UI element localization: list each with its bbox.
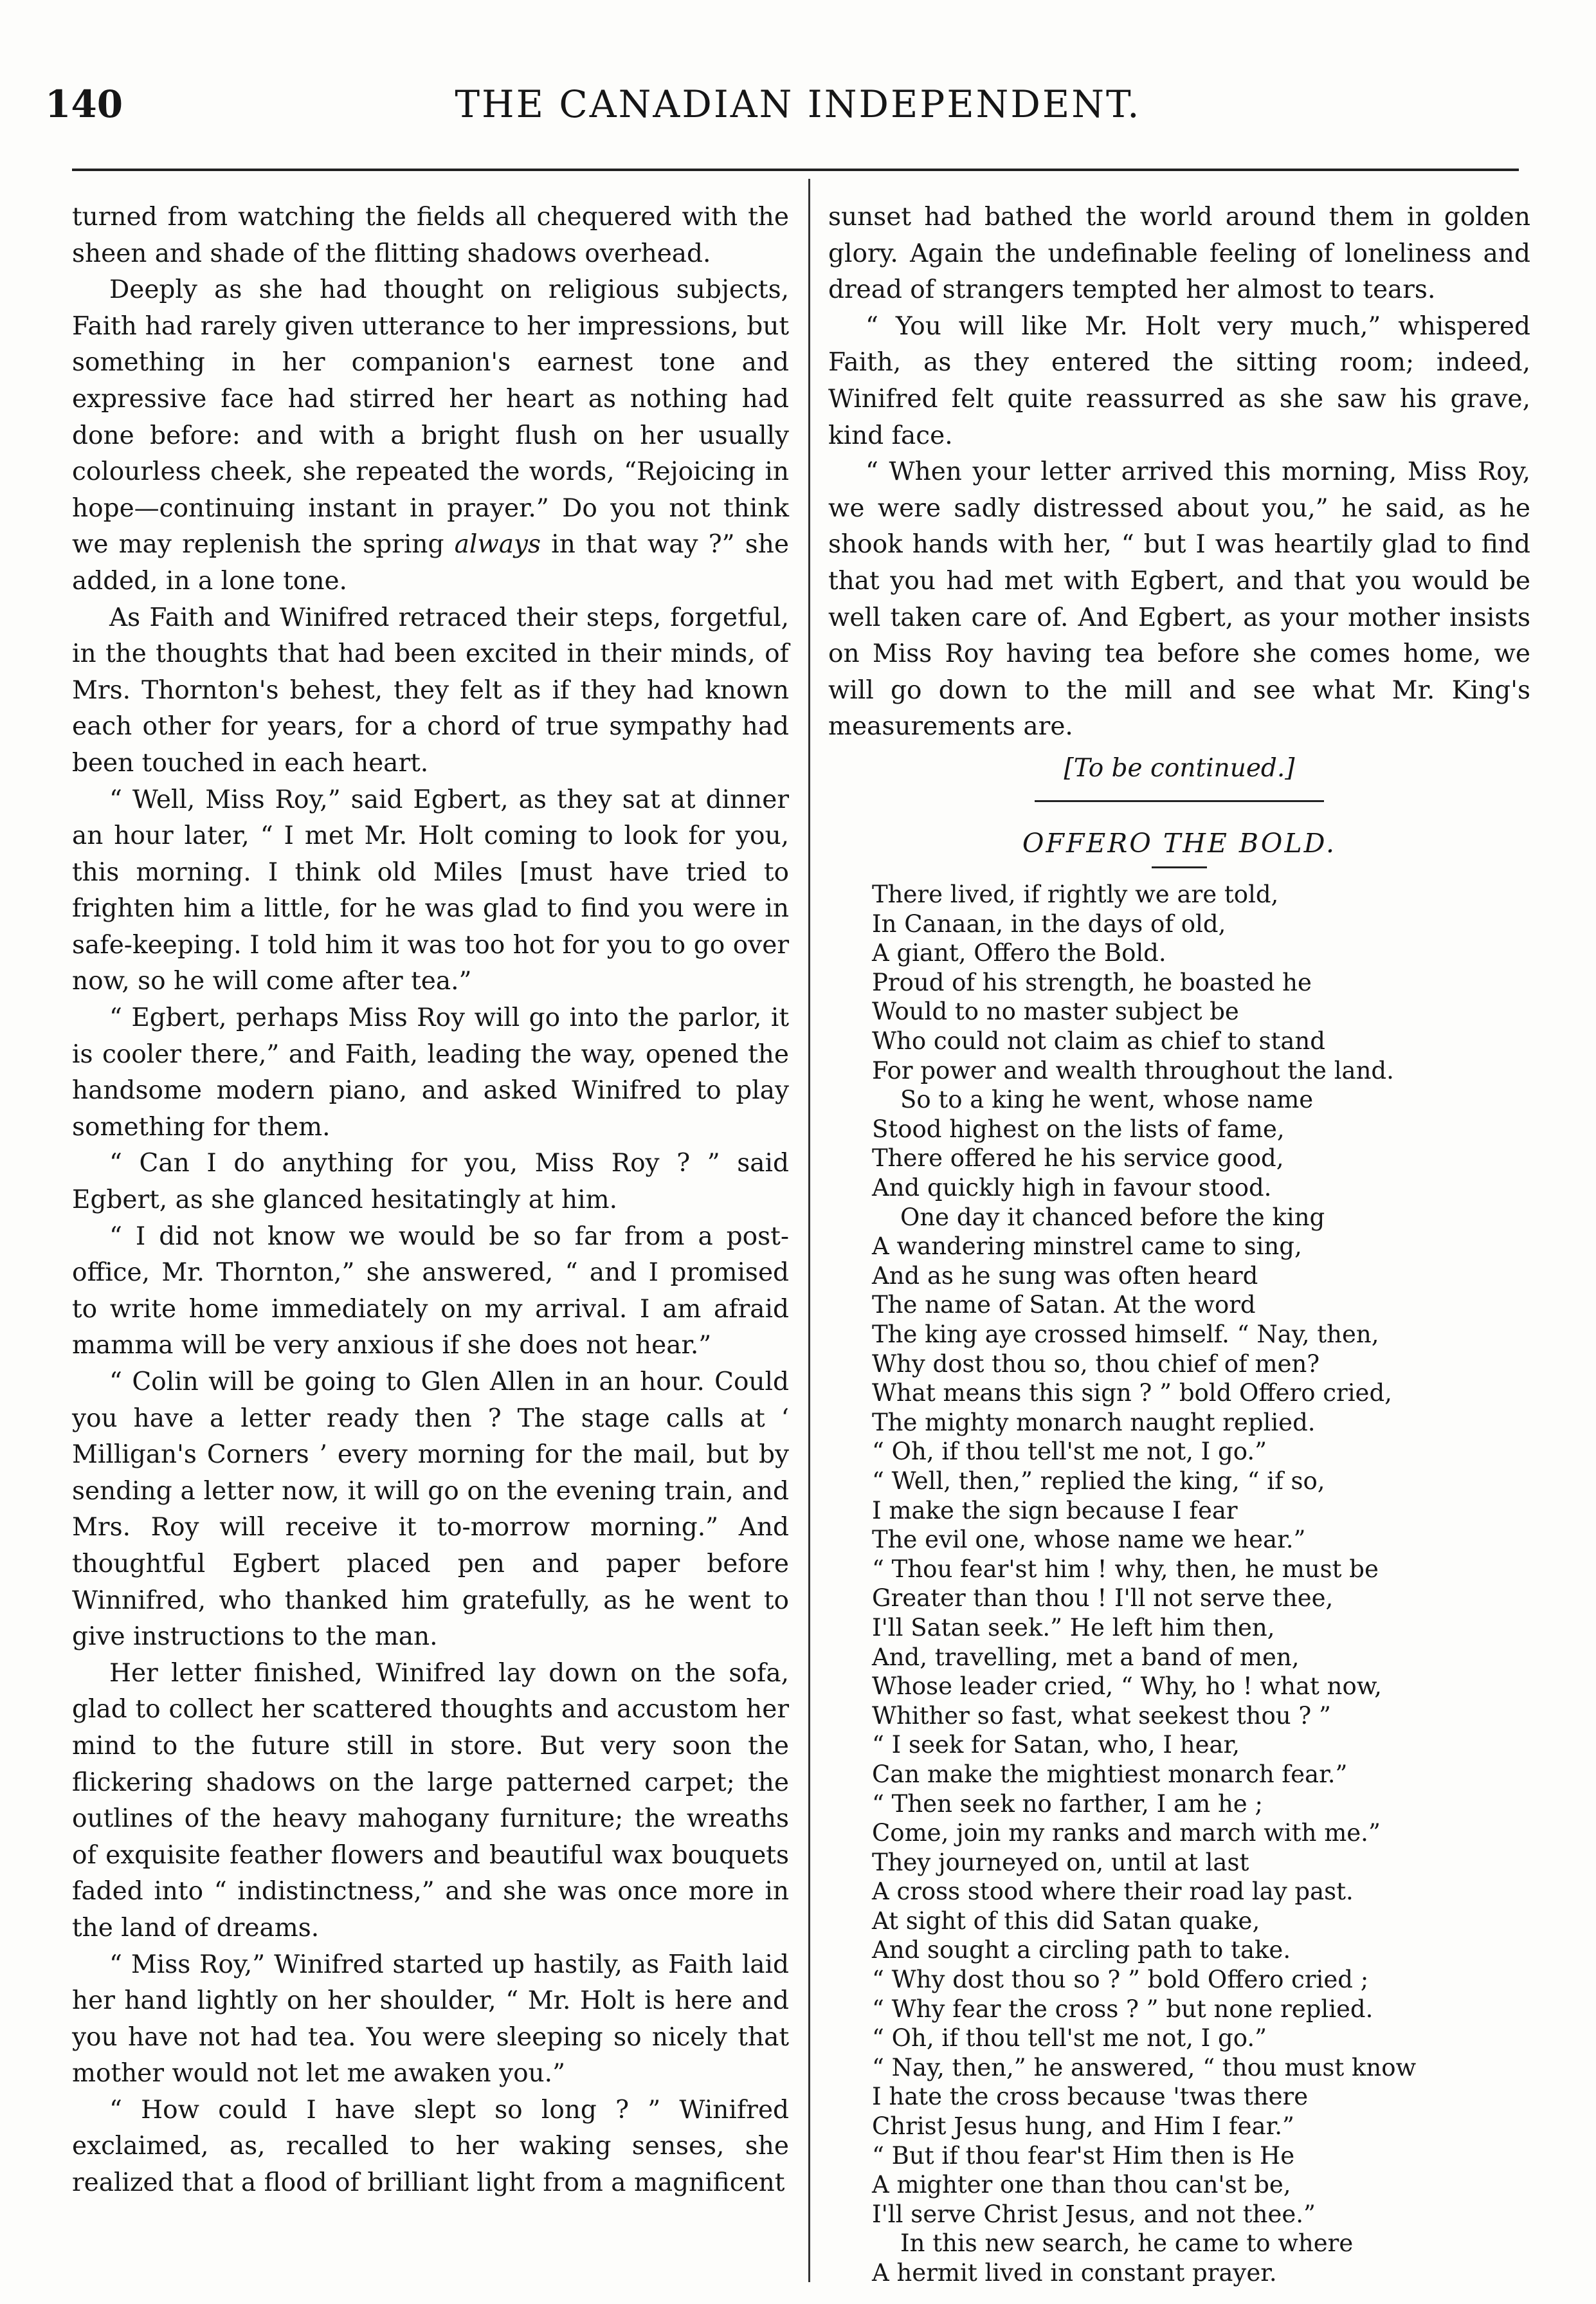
paragraph: “ Well, Miss Roy,” said Egbert, as they sat at dinner an hour later, “ I met Mr. Holt coming to look for you, this morning. I think old Miles [must have tried to frighten him a little, for he was glad to find you were in safe-keeping. I told him it was too hot for you to go over now, so he will come after tea.” [72, 785, 789, 996]
poem-line: Would to no master subject be [872, 998, 1239, 1026]
poem-line: At sight of this did Satan quake, [872, 1906, 1260, 1935]
poem-line: Who could not claim as chief to stand [872, 1027, 1325, 1056]
poem-line: A mighter one than thou can'st be, [872, 2171, 1291, 2199]
right-column [828, 199, 1530, 2288]
title-rule [1152, 866, 1207, 868]
poem-line: And as he sung was often heard [872, 1261, 1258, 1290]
poem-line: What means this sign ? ” bold Offero cried, [872, 1379, 1392, 1407]
poem-line: “ Why dost thou so ? ” bold Offero cried ; [872, 1966, 1369, 1994]
poem-line: They journeyed on, until at last [872, 1848, 1249, 1876]
poem-line: Christ Jesus hung, and Him I fear.” [872, 2112, 1294, 2141]
poem-line: A wandering minstrel came to sing, [872, 1232, 1302, 1261]
poem-line: I hate the cross because 'twas there [872, 2083, 1309, 2111]
poem-line: Come, join my ranks and march with me.” [872, 1819, 1381, 1847]
poem-line: “ Nay, then,” he answered, “ thou must know [872, 2053, 1417, 2081]
page-header [0, 82, 1596, 140]
paragraph: As Faith and Winifred retraced their steps, forgetful, in the thoughts that had been excited in their minds, of Mrs. Thornton's behest, they felt as if they had known each other for years, for a chord of true sympathy had been touched in each heart. [72, 603, 789, 778]
paragraph-text: Deeply as she had thought on religious subjects, Faith had rarely given utterance to her impressions, but something in her companion's earnest tone and expressive face had stirred her heart as nothing had done before: and with a bright flush on her usually colourless cheek, she repeated the words, “Rejoicing in hope—continuing instant in prayer.” Do you not think we may replenish the spring [72, 275, 789, 560]
paragraph: “ Colin will be going to Glen Allen in an hour. Could you have a letter ready then ? The stage calls at ‘ Milligan's Corners ’ every morning for the mail, but by sending a letter now, it will go on the evening train, and Mrs. Roy will receive it to-morrow morning.” And thoughtful Egbert placed pen and paper before Winnifred, who thanked him gratefully, as he went to give instructions to the man. [72, 1367, 789, 1652]
poem-line: “ Oh, if thou tell'st me not, I go.” [872, 1438, 1267, 1466]
paragraph: “ Miss Roy,” Winifred started up hastily, as Faith laid her hand lightly on her shoulder, “ Mr. Holt is here and you have not had tea. You were sleeping so nicely that mother would not let me awaken you.” [72, 1950, 789, 2089]
paragraph: turned from watching the fields all chequered with the sheen and shade of the flitting shadows overhead. [72, 203, 789, 268]
poem-line: The evil one, whose name we hear.” [872, 1526, 1306, 1554]
poem-line: I'll Satan seek.” He left him then, [872, 1613, 1275, 1641]
poem-line: In this new search, he came to where [900, 2229, 1354, 2258]
poem-line: Proud of his strength, he boasted he [872, 968, 1312, 996]
poem-line: “ Oh, if thou tell'st me not, I go.” [872, 2024, 1267, 2053]
poem-line: And sought a circling path to take. [872, 1936, 1291, 1964]
poem-line: I make the sign because I fear [872, 1496, 1238, 1524]
poem-line: The king aye crossed himself. “ Nay, then, [872, 1321, 1379, 1348]
paragraph: sunset had bathed the world around them in golden glory. Again the undefinable feeling of loneliness and dread of strangers tempted her almost to tears. [828, 203, 1530, 305]
paragraph [72, 272, 789, 599]
poem-line: A cross stood where their road lay past. [872, 1878, 1354, 1906]
poem-line: There offered he his service good, [872, 1144, 1284, 1173]
section-rule [1035, 800, 1324, 802]
poem-line: “ Why fear the cross ? ” but none replied. [872, 1995, 1374, 2023]
paragraph: “ I did not know we would be so far from a post-office, Mr. Thornton,” she answered, “ and I promised to write home immediately on my arrival. I am afraid mamma will be very anxious if she does not hear.” [72, 1221, 789, 1360]
column-divider [808, 179, 810, 2282]
poem-line: “ I seek for Satan, who, I hear, [872, 1731, 1240, 1759]
poem-line: A hermit lived in constant prayer. [872, 2259, 1277, 2287]
paragraph: “ How could I have slept so long ? ” Winifred exclaimed, as, recalled to her waking senses, she realized that a flood of brilliant light from a magnificent [72, 2095, 789, 2198]
paragraph: Her letter finished, Winifred lay down on the sofa, glad to collect her scattered thoughts and accustom her mind to the future still in store. But very soon the flickering shadows on the large patterned carpet; the outlines of the heavy mahogany furniture; the wreaths of exquisite feather flowers and beautiful wax bouquets faded into “ indistinctness,” and she was once more in the land of dreams. [72, 1658, 789, 1943]
poem-line: There lived, if rightly we are told, [872, 881, 1279, 909]
paragraph-tail: in that way ?” she added, in a lone tone. [72, 530, 789, 596]
poem-line: And, travelling, met a band of men, [872, 1643, 1300, 1671]
paragraph: “ When your letter arrived this morning, Miss Roy, we were sadly distressed about you,” he said, as he shook hands with her, “ but I was heartily glad to find that you had met with Egbert, and that you would be well taken care of. And Egbert, as your mother insists on Miss Roy having tea before she comes home, we will go down to the mill and see what Mr. King's measurements are. [828, 457, 1530, 742]
poem-line: Whose leader cried, “ Why, ho ! what now, [872, 1672, 1382, 1701]
running-title: THE CANADIAN INDEPENDENT. [455, 82, 1141, 126]
poem-line: One day it chanced before the king [900, 1203, 1325, 1231]
poem-line: For power and wealth throughout the land. [872, 1056, 1394, 1084]
poem-line: “ Thou fear'st him ! why, then, he must be [872, 1555, 1379, 1583]
poem-line: A giant, Offero the Bold. [872, 939, 1166, 967]
paragraph: “ Egbert, perhaps Miss Roy will go into the parlor, it is cooler there,” and Faith, leading the way, opened the handsome modern piano, and asked Winifred to play something for them. [72, 1003, 789, 1142]
poem-title: OFFERO THE BOLD. [1022, 827, 1337, 859]
poem-line: The name of Satan. At the word [872, 1291, 1256, 1319]
poem-line: “ Then seek no farther, I am he ; [872, 1789, 1263, 1818]
poem-line: “ Well, then,” replied the king, “ if so, [872, 1467, 1325, 1495]
poem-line: In Canaan, in the days of old, [872, 910, 1226, 938]
paragraph: “ Can I do anything for you, Miss Roy ? ” said Egbert, as she glanced hesitatingly at him. [72, 1149, 789, 1215]
left-column [72, 199, 789, 2202]
poem-line: The mighty monarch naught replied. [872, 1408, 1316, 1436]
header-rule [72, 169, 1519, 171]
poem-line: And quickly high in favour stood. [872, 1174, 1272, 1202]
page-number: 140 [45, 82, 123, 126]
poem-line: Why dost thou so, thou chief of men? [872, 1349, 1320, 1378]
poem-line: Can make the mightiest monarch fear.” [872, 1760, 1348, 1788]
to-be-continued: [To be continued.] [1064, 753, 1295, 783]
italic-word: always [454, 530, 541, 560]
poem-line: Stood highest on the lists of fame, [872, 1115, 1285, 1143]
poem [828, 880, 1530, 2288]
poem-line: Greater than thou ! I'll not serve thee, [872, 1584, 1334, 1613]
paragraph: “ You will like Mr. Holt very much,” whispered Faith, as they entered the sitting room; indeed, Winifred felt quite reassurred as she saw his grave, kind face. [828, 311, 1530, 450]
poem-line: Whither so fast, what seekest thou ? ” [872, 1701, 1331, 1730]
poem-line: “ But if thou fear'st Him then is He [872, 2141, 1295, 2170]
poem-line: I'll serve Christ Jesus, and not thee.” [872, 2200, 1316, 2228]
poem-line: So to a king he went, whose name [900, 1086, 1314, 1114]
